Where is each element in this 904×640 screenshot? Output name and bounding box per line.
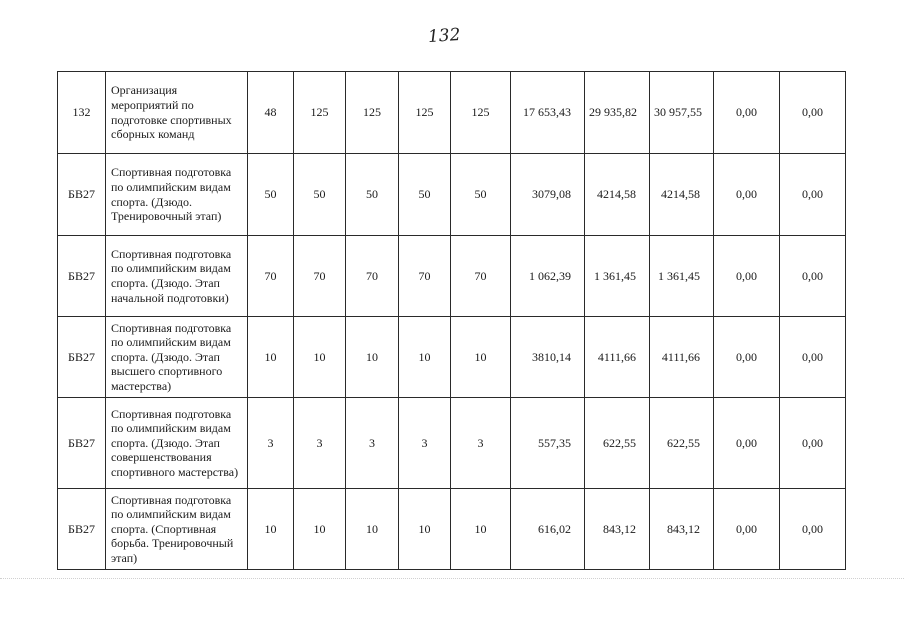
zero-cell: 0,00 (714, 317, 780, 398)
quantity-cell: 3 (248, 398, 294, 489)
quantity-cell: 48 (248, 72, 294, 154)
table-row (58, 398, 846, 489)
quantity-cell: 10 (294, 317, 346, 398)
zero-cell: 0,00 (714, 236, 780, 317)
amount-cell: 4111,66 (650, 317, 714, 398)
amount-cell: 622,55 (650, 398, 714, 489)
table-row (58, 154, 846, 236)
row-description: Спортивная подготовка по олимпийским видам спорта. (Дзюдо. Этап начальной подготовки) (106, 236, 248, 317)
amount-cell: 4111,66 (585, 317, 650, 398)
row-description: Организация мероприятий по подготовке спортивных сборных команд (106, 72, 248, 154)
amount-cell: 3810,14 (511, 317, 585, 398)
zero-cell: 0,00 (780, 154, 846, 236)
row-code: БВ27 (58, 154, 106, 236)
amount-cell: 3079,08 (511, 154, 585, 236)
quantity-cell: 125 (451, 72, 511, 154)
zero-cell: 0,00 (714, 154, 780, 236)
zero-cell: 0,00 (780, 236, 846, 317)
amount-cell: 29 935,82 (585, 72, 650, 154)
amount-cell: 4214,58 (650, 154, 714, 236)
quantity-cell: 10 (451, 489, 511, 570)
quantity-cell: 125 (399, 72, 451, 154)
zero-cell: 0,00 (780, 72, 846, 154)
quantity-cell: 50 (248, 154, 294, 236)
row-code: БВ27 (58, 236, 106, 317)
quantity-cell: 10 (248, 489, 294, 570)
row-description: Спортивная подготовка по олимпийским видам спорта. (Спортивная борьба. Тренировочный этап) (106, 489, 248, 570)
quantity-cell: 50 (294, 154, 346, 236)
row-code: БВ27 (58, 317, 106, 398)
scan-artifact-line (0, 578, 904, 579)
amount-cell: 1 361,45 (650, 236, 714, 317)
table-row (58, 72, 846, 154)
quantity-cell: 70 (451, 236, 511, 317)
quantity-cell: 3 (294, 398, 346, 489)
zero-cell: 0,00 (780, 317, 846, 398)
quantity-cell: 10 (346, 317, 399, 398)
row-code: БВ27 (58, 398, 106, 489)
table-row (58, 317, 846, 398)
amount-cell: 843,12 (650, 489, 714, 570)
row-code: 132 (58, 72, 106, 154)
quantity-cell: 50 (346, 154, 399, 236)
amount-cell: 843,12 (585, 489, 650, 570)
amount-cell: 4214,58 (585, 154, 650, 236)
quantity-cell: 10 (451, 317, 511, 398)
quantity-cell: 70 (399, 236, 451, 317)
zero-cell: 0,00 (780, 489, 846, 570)
row-description: Спортивная подготовка по олимпийским видам спорта. (Дзюдо. Тренировочный этап) (106, 154, 248, 236)
amount-cell: 1 062,39 (511, 236, 585, 317)
page-number: 132 (427, 24, 462, 48)
row-code: БВ27 (58, 489, 106, 570)
zero-cell: 0,00 (714, 72, 780, 154)
row-description: Спортивная подготовка по олимпийским видам спорта. (Дзюдо. Этап совершенствования спортивного мастерства) (106, 398, 248, 489)
quantity-cell: 10 (399, 317, 451, 398)
quantity-cell: 10 (294, 489, 346, 570)
budget-table (57, 71, 846, 570)
quantity-cell: 50 (451, 154, 511, 236)
quantity-cell: 3 (399, 398, 451, 489)
amount-cell: 17 653,43 (511, 72, 585, 154)
amount-cell: 622,55 (585, 398, 650, 489)
quantity-cell: 70 (248, 236, 294, 317)
amount-cell: 557,35 (511, 398, 585, 489)
quantity-cell: 10 (346, 489, 399, 570)
quantity-cell: 50 (399, 154, 451, 236)
quantity-cell: 125 (346, 72, 399, 154)
quantity-cell: 3 (346, 398, 399, 489)
amount-cell: 30 957,55 (650, 72, 714, 154)
quantity-cell: 125 (294, 72, 346, 154)
quantity-cell: 10 (248, 317, 294, 398)
amount-cell: 616,02 (511, 489, 585, 570)
quantity-cell: 70 (294, 236, 346, 317)
amount-cell: 1 361,45 (585, 236, 650, 317)
table-row (58, 236, 846, 317)
quantity-cell: 70 (346, 236, 399, 317)
quantity-cell: 3 (451, 398, 511, 489)
table-row (58, 489, 846, 570)
zero-cell: 0,00 (714, 398, 780, 489)
zero-cell: 0,00 (780, 398, 846, 489)
zero-cell: 0,00 (714, 489, 780, 570)
quantity-cell: 10 (399, 489, 451, 570)
row-description: Спортивная подготовка по олимпийским видам спорта. (Дзюдо. Этап высшего спортивного мастерства) (106, 317, 248, 398)
